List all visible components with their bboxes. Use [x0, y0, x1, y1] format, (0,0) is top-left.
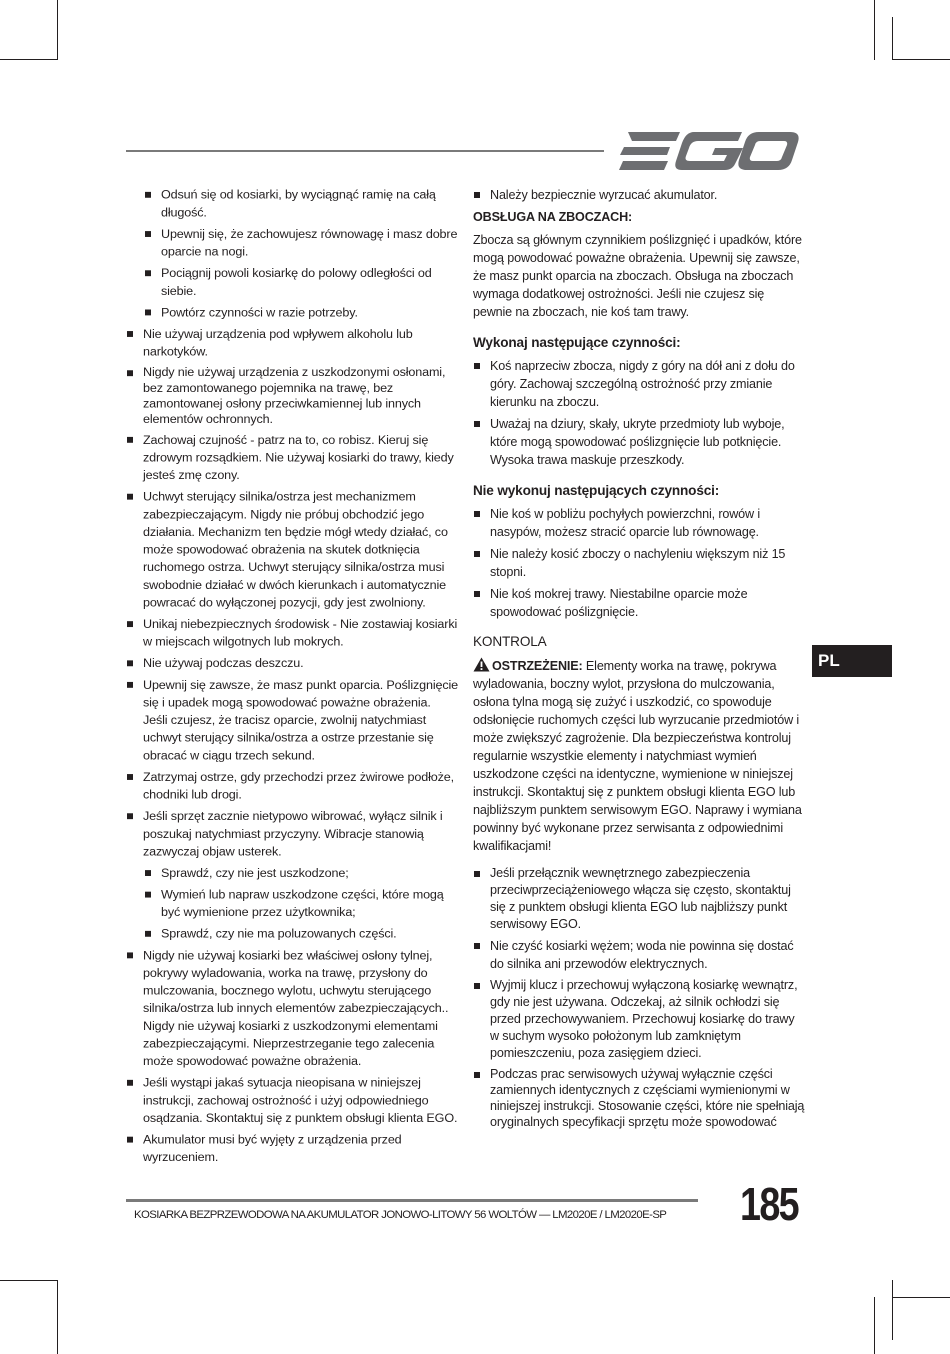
dont-list — [473, 505, 805, 621]
list-item: Upewnij się zawsze, że masz punkt oparcia. Poślizgnięcie się i upadek mogą spowodować poważne obrażenia. Jeśli czujesz, że tracisz oparcie, zwolnij natychmiast uchwyt sterujący silnika/ostrza a ostrze przestanie się obracać w ciągu trzech sekund. — [126, 676, 458, 764]
list-item: Nigdy nie używaj urządzenia z uszkodzonymi osłonami, bez zamontowanego pojemnika na trawę, bez zamontowanej osłony przeciwkamiennej lub innych elementów ochronnych. — [126, 364, 458, 427]
header-rule — [126, 150, 604, 152]
slopes-paragraph: Zbocza są głównym czynnikiem poślizgnięć i upadków, które mogą powodować poważne obrażenia. Upewnij się zawsze, że masz punkt oparcia na zboczach. Obsługa na zboczach wymaga dodatkowej ostrożności. Jeśli nie czujesz się pewnie na zboczach, nie koś tam trawy. — [473, 233, 802, 319]
crop-mark-br-v — [874, 1297, 875, 1354]
crop-mark-bl-h — [0, 1280, 58, 1281]
list-item: Sprawdź, czy nie jest uszkodzone; — [144, 864, 458, 882]
warning-text: Elementy worka na trawę, pokrywa wyladowania, boczny wylot, przysłona do mulczowania, osłona tylna mogą się zużyć i uszkodzić, co spowoduje odsłonięcie ruchomych części lub wyrzucanie przedmiotów i może zwiększyć zagrożenie. Dla bezpieczeństwa kontroluj regularnie wszystkie elementy i natychmiast wymień uszkodzone części na identyczne, wymienione w niniejszej instrukcji. Skontaktuj się z punktem obsługi klienta EGO lub najbliższym punktem serwisowym EGO. Naprawy i wymiana powinny być wykonane przez serwisanta z odpowiednimi kwalifikacjami! — [473, 659, 802, 853]
list-item: Uważaj na dziury, skały, ukryte przedmioty lub wyboje, które mogą spowodować poślizgnięcie lub potknięcie. Wysoka trawa maskuje przeszkody. — [473, 415, 805, 469]
list-item: Nie koś w pobliżu pochyłych powierzchni, rowów i nasypów, możesz stracić oparcie lub równowagę. — [473, 505, 805, 541]
warning-paragraph — [473, 657, 805, 855]
footer-rule — [126, 1199, 698, 1202]
right-column — [473, 186, 805, 1134]
list-item: Pociągnij powoli kosiarkę do polowy odległości od siebie. — [144, 264, 458, 299]
footer-title: KOSIARKA BEZPRZEWODOWA NA AKUMULATOR JONOWO-LITOWY 56 WOLTÓW — LM2020E / LM2020E-SP — [134, 1209, 667, 1221]
list-item: Zatrzymaj ostrze, gdy przechodzi przez żwirowe podłoże, chodniki lub drogi. — [126, 768, 458, 803]
list-item: Jeśli sprzęt zacznie nietypowo wibrować, wyłącz silnik i poszukaj natychmiast przyczyny. Wibracje stanowią zazwyczaj objaw usterek. — [126, 807, 458, 860]
section-heading-dont: Nie wykonuj następujących czynności: — [473, 483, 720, 498]
crop-mark-tl-v — [57, 0, 58, 60]
list-item: Wymień lub napraw uszkodzone części, które mogą być wymienione przez użytkownika; — [144, 886, 458, 921]
list-item: Akumulator musi być wyjęty z urządzenia przed wyrzuceniem. — [126, 1131, 458, 1166]
do-list — [473, 357, 805, 469]
ego-logo — [618, 128, 800, 174]
crop-mark-tr-h — [892, 59, 950, 60]
list-item: Jeśli wystąpi jakaś sytuacja nieopisana w niniejszej instrukcji, zachowaj ostrożność i użyj odpowiedniego osądzania. Skontaktuj się z punktem obsługi klienta EGO. — [126, 1074, 458, 1127]
list-item: Należy bezpiecznie wyrzucać akumulator. — [473, 186, 805, 204]
list-item: Nie używaj podczas deszczu. — [126, 654, 458, 672]
list-item: Uchwyt sterujący silnika/ostrza jest mechanizmem zabezpieczającym. Nigdy nie próbuj obchodzić jego działania. Mechanizm ten będzie mógł wtedy działać, co może spowodować obrażenia na skutek dotknięcia ruchomego ostrza. Uchwyt sterujący silnika/ostrza musi swobodnie działać w dwóch kierunkach i automatycznie powracać do wyłączonej pozycji, gdy jest zwolniony. — [126, 488, 458, 611]
crop-mark-bl-v — [57, 1280, 58, 1354]
list-item: Nie należy kosić zboczy o nachyleniu większym niż 15 stopni. — [473, 545, 805, 581]
warning-label: OSTRZEŻENIE: — [492, 659, 583, 673]
list-item: Unikaj niebezpiecznych środowisk - Nie zostawiaj kosiarki w miejscach wilgotnych lub mokrych. — [126, 615, 458, 650]
list-item: Podczas prac serwisowych używaj wyłącznie części zamiennych identycznych z częściami wymienionymi w niniejszej instrukcji. Stosowanie części, które nie spełniają oryginalnych specyfikacji sprzętu może spowodować — [473, 1066, 805, 1130]
list-item: Powtórz czynności w razie potrzeby. — [144, 304, 458, 322]
battery-list — [473, 186, 805, 204]
list-item: Wyjmij klucz i przechowuj wyłączoną kosiarkę wewnątrz, gdy nie jest używana. Odczekaj, aż silnik ochłodzi się przed przechowywaniem. Przechowuj kosiarkę do trawy w suchym wysoko położonym lub zamkniętym pomieszczeniu, poza zasięgiem dzieci. — [473, 977, 805, 1062]
page-number: 185 — [740, 1178, 799, 1230]
crop-mark-tl-h — [0, 59, 58, 60]
left-column — [126, 186, 458, 1170]
list-item: Nigdy nie używaj kosiarki bez właściwej osłony tylnej, pokrywy wyladowania, worka na trawę, przysłony do mulczowania, bocznego wylotu, uchwytu sterującego silnika/ostrza lub innych elementów zabezpieczających.. Nigdy nie używaj kosiarki z uszkodzonymi elementami zabezpieczającymi. Nieprzestrzeganie tego zalecenia może spowodować poważne obrażenia. — [126, 947, 458, 1070]
section-heading-slopes: OBSŁUGA NA ZBOCZACH: — [473, 210, 633, 224]
list-item: Odsuń się od kosiarki, by wyciągnąć ramię na całą długość. — [144, 186, 458, 221]
list-item: Zachowaj czujność - patrz na to, co robisz. Kieruj się zdrowym rozsądkiem. Nie używaj kosiarki do trawy, kiedy jesteś zmę czony. — [126, 431, 458, 484]
section-heading-do: Wykonaj następujące czynności: — [473, 335, 681, 350]
list-item: Nie używaj urządzenia pod wpływem alkoholu lub narkotyków. — [126, 325, 458, 360]
list-item: Sprawdź, czy nie ma poluzowanych części. — [144, 925, 458, 943]
list-item: Nie koś mokrej trawy. Niestabilne oparcie może spowodować poślizgnięcie. — [473, 585, 805, 621]
list-item: Upewnij się, że zachowujesz równowagę i masz dobre oparcie na nogi. — [144, 225, 458, 260]
crop-mark-tr-v — [874, 0, 875, 60]
crop-mark-br-v2 — [892, 1280, 893, 1340]
warning-triangle-icon — [473, 657, 490, 672]
crop-mark-br-h — [892, 1297, 950, 1298]
safety-list — [126, 186, 458, 1166]
language-tab: PL — [812, 645, 892, 677]
control-list — [473, 865, 805, 1130]
crop-mark-tr-v2 — [892, 17, 893, 60]
list-item: Jeśli przełącznik wewnętrznego zabezpieczenia przeciwprzeciążeniowego włącza się często, skontaktuj się z punktem obsługi klienta EGO lub najbliższy punkt serwisowy EGO. — [473, 865, 805, 933]
list-item: Nie czyść kosiarki wężem; woda nie powinna się dostać do silnika ani przewodów elektrycznych. — [473, 937, 805, 973]
section-heading-control: KONTROLA — [473, 634, 547, 649]
list-item: Koś naprzeciw zbocza, nigdy z góry na dół ani z dołu do góry. Zachowaj szczególną ostrożność przy zmianie kierunku na zboczu. — [473, 357, 805, 411]
